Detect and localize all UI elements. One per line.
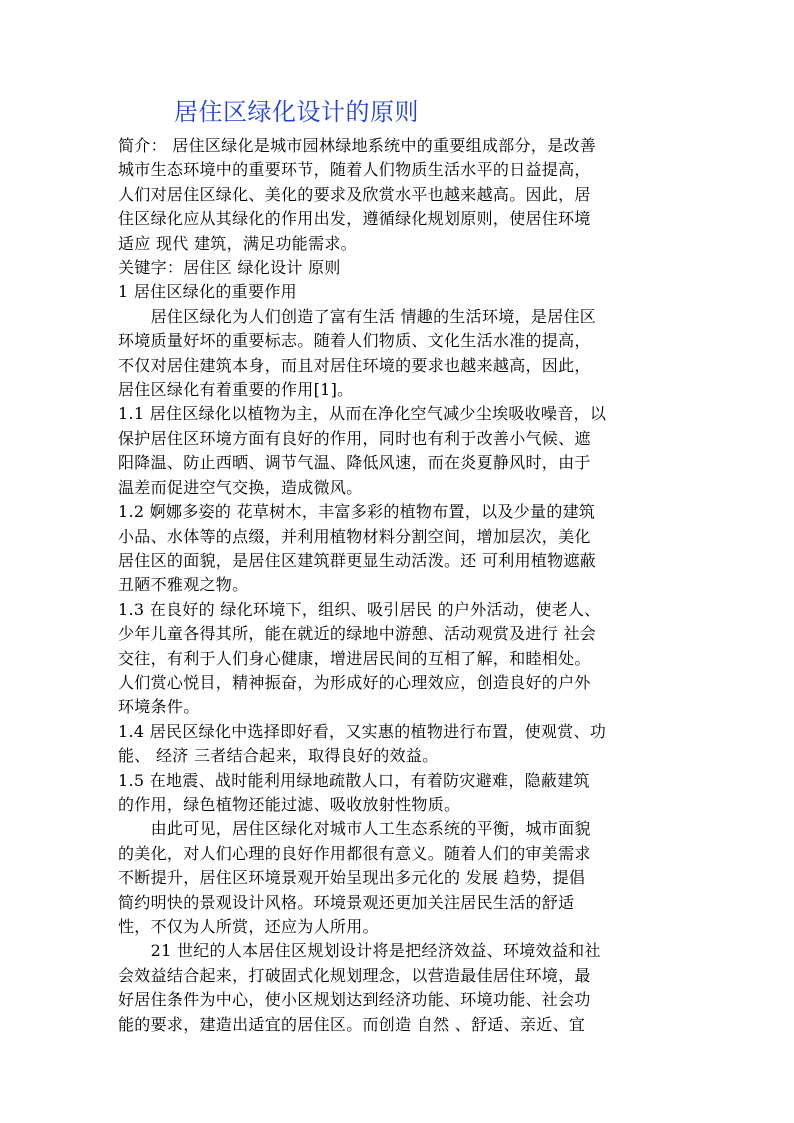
text-line: 由此可见，居住区绿化对城市人工生态系统的平衡，城市面貌 [118,819,591,839]
subsection-1-4 [118,720,678,769]
text-line: 小品、水体等的点缀，并利用植物材料分割空间，增加层次，美化 [118,526,591,546]
text-line: 1.5 在地震、战时能利用绿地疏散人口，有着防灾避难，隐蔽建筑 [118,770,590,790]
text-line: 简约明快的景观设计风格。环境景观还更加关注居民生活的舒适 [118,892,575,912]
text-line: 适应 现代 建筑，满足功能需求。 [118,233,357,253]
keywords-line [118,256,678,280]
century-paragraph [118,939,678,1037]
text-line: 不仅对居住建筑本身，而且对居住环境的要求也越来越高，因此， [118,355,591,375]
intro-paragraph [118,134,678,256]
text-line: 21 世纪的人本居住区规划设计将是把经济效益、环境效益和社 [118,941,601,961]
document-page [118,90,678,1037]
document-title: 居住区绿化设计的原则 [174,98,419,126]
text-line: 丑陋不雅观之物。 [118,575,249,595]
text-line: 居住区的面貌，是居住区建筑群更显生动活泼。还 可利用植物遮蔽 [118,550,597,570]
text-line: 关键字：居住区 绿化设计 原则 [118,258,341,278]
text-line: 1.4 居民区绿化中选择即好看，又实惠的植物进行布置，使观赏、功 [118,721,607,741]
text-line: 性，不仅为人所赏，还应为人所用。 [118,917,379,936]
text-line: 住区绿化应从其绿化的作用出发，遵循绿化规划原则，使居住环境 [118,209,591,229]
text-line: 环境质量好坏的重要标志。随着人们物质、文化生活水准的提高， [118,331,591,351]
text-line: 环境条件。 [118,697,200,717]
text-line: 1 居住区绿化的重要作用 [118,282,297,302]
text-line: 保护居住区环境方面有良好的作用，同时也有利于改善小气候、遮 [118,428,591,448]
subsection-1-2 [118,500,678,598]
text-line: 人们对居住区绿化、美化的要求及欣赏水平也越来越高。因此，居 [118,184,591,204]
text-line: 能的要求，建造出适宜的居住区。而创造 自然 、舒适、亲近、宜 [118,1014,586,1034]
subsection-1-1 [118,402,678,500]
section-heading [118,280,678,304]
text-line: 好居住条件为中心，使小区规划达到经济功能、环境功能、社会功 [118,990,591,1010]
summary-paragraph [118,817,678,939]
body-text [118,134,678,1037]
text-line: 居住区绿化有着重要的作用[1]。 [118,380,354,400]
text-line: 简介： 居住区绿化是城市园林绿地系统中的重要组成部分，是改善 [118,136,597,155]
text-line: 居住区绿化为人们创造了富有生活 情趣的生活环境，是居住区 [118,306,597,326]
text-line: 能、 经济 三者结合起来，取得良好的效益。 [118,746,439,766]
subsection-1-5 [118,769,678,818]
subsection-1-3 [118,598,678,720]
text-line: 温差而促进空气交换，造成微风。 [118,477,363,497]
text-line: 城市生态环境中的重要环节，随着人们物质生活水平的日益提高， [118,160,591,180]
text-line: 阳降温、防止西晒、调节气温、降低风速，而在炎夏静风时，由于 [118,453,591,473]
section-paragraph [118,305,678,403]
text-line: 的美化，对人们心理的良好作用都很有意义。随着人们的审美需求 [118,843,591,863]
text-line: 交往，有利于人们身心健康，增进居民间的互相了解，和睦相处。 [118,648,591,668]
text-line: 不断提升，居住区环境景观开始呈现出多元化的 发展 趋势，提倡 [118,868,586,888]
text-line: 少年儿童各得其所，能在就近的绿地中游憩、活动观赏及进行 社会 [118,624,597,644]
text-line: 1.2 婀娜多姿的 花草树木，丰富多彩的植物布置，以及少量的建筑 [118,502,596,522]
text-line: 1.3 在良好的 绿化环境下，组织、吸引居民 的户外活动，使老人、 [118,599,601,619]
text-line: 1.1 居住区绿化以植物为主，从而在净化空气减少尘埃吸收噪音，以 [118,404,607,424]
text-line: 的作用，绿色植物还能过滤、吸收放射性物质。 [118,794,461,814]
text-line: 人们赏心悦目，精神振奋，为形成好的心理效应，创造良好的户外 [118,672,591,692]
text-line: 会效益结合起来，打破固式化规划理念，以营造最佳居住环境，最 [118,965,591,985]
